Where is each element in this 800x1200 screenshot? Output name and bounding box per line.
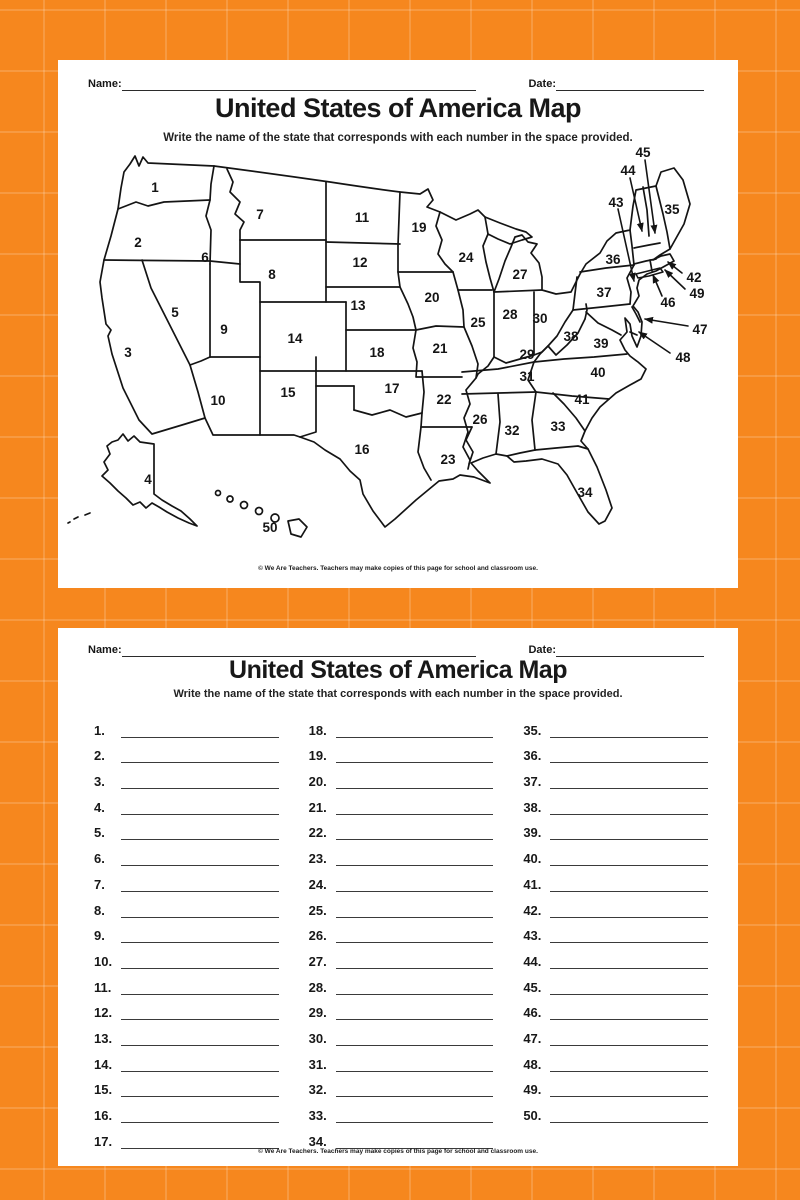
answer-number: 43. — [523, 928, 542, 944]
answer-blank-line — [121, 773, 279, 789]
answer-number: 45. — [523, 979, 542, 995]
map-number-label: 16 — [354, 442, 370, 457]
answer-number: 8. — [94, 902, 105, 918]
answer-blank-line — [550, 1004, 708, 1020]
answer-blank-line — [121, 1030, 279, 1046]
map-number-label: 50 — [262, 520, 278, 535]
answer-number: 19. — [308, 748, 327, 764]
map-number-label: 9 — [220, 322, 228, 337]
answer-row — [523, 1020, 708, 1046]
answer-blank-line — [550, 1056, 708, 1072]
map-number-label: 29 — [519, 347, 535, 362]
answer-number: 3. — [94, 774, 105, 790]
answer-blank-line — [121, 824, 279, 840]
answer-row — [309, 1097, 494, 1123]
map-number-label: 19 — [411, 220, 427, 235]
answer-number: 13. — [94, 1030, 113, 1046]
hawaii-islands — [216, 491, 308, 538]
answer-row — [309, 892, 494, 918]
answer-blank-line — [121, 1107, 279, 1123]
answer-number: 28. — [308, 979, 327, 995]
answer-blank-line — [550, 876, 708, 892]
answer-row — [309, 763, 494, 789]
answer-row — [523, 969, 708, 995]
answer-row — [94, 789, 279, 815]
map-callout-arrows — [618, 160, 688, 353]
answer-number: 41. — [523, 876, 542, 892]
map-number-label: 48 — [675, 350, 691, 365]
map-number-label: 31 — [519, 369, 535, 384]
answer-blank-line — [550, 1107, 708, 1123]
answer-column — [309, 712, 494, 1149]
us-map — [64, 142, 736, 582]
answer-row — [94, 815, 279, 841]
map-number-label: 23 — [440, 452, 456, 467]
answer-row — [94, 866, 279, 892]
answer-blank-line — [550, 902, 708, 918]
answer-row — [309, 918, 494, 944]
answer-blank-line — [121, 1081, 279, 1097]
answer-blank-line — [336, 979, 494, 995]
map-number-label: 13 — [350, 298, 366, 313]
map-number-label: 18 — [369, 345, 385, 360]
answer-blank-line — [336, 927, 494, 943]
answer-row — [94, 1020, 279, 1046]
answer-number: 9. — [94, 928, 105, 944]
answer-blank-line — [550, 1030, 708, 1046]
answer-column — [94, 712, 279, 1149]
map-number-label: 3 — [124, 345, 132, 360]
answer-row — [309, 995, 494, 1021]
answer-number: 18. — [308, 722, 327, 738]
map-number-label: 20 — [424, 290, 440, 305]
answer-number: 20. — [308, 774, 327, 790]
answer-blank-line — [336, 876, 494, 892]
answer-row — [94, 1072, 279, 1098]
answer-number: 40. — [523, 851, 542, 867]
map-number-label: 24 — [458, 250, 474, 265]
answer-row — [94, 943, 279, 969]
date-label: Date: — [528, 78, 556, 90]
answer-number: 25. — [308, 902, 327, 918]
answer-number: 26. — [308, 928, 327, 944]
answer-number: 4. — [94, 799, 105, 815]
map-number-label: 47 — [692, 322, 708, 337]
map-number-label: 34 — [577, 485, 593, 500]
map-number-label: 39 — [593, 336, 609, 351]
map-number-label: 44 — [620, 163, 636, 178]
answer-blank-line — [550, 927, 708, 943]
answer-blank-line — [550, 953, 708, 969]
answer-row — [94, 840, 279, 866]
answer-number: 12. — [94, 1005, 113, 1021]
map-number-label: 5 — [171, 305, 179, 320]
answer-row — [94, 1097, 279, 1123]
answer-row — [523, 738, 708, 764]
answer-number: 39. — [523, 825, 542, 841]
answer-number: 50. — [523, 1108, 542, 1123]
map-number-label: 2 — [134, 235, 142, 250]
map-number-label: 45 — [635, 145, 651, 160]
worksheet-page-answers — [58, 628, 738, 1166]
map-number-label: 11 — [354, 210, 370, 225]
answer-blank-line — [336, 799, 494, 815]
map-number-label: 42 — [686, 270, 702, 285]
answer-blank-line — [121, 850, 279, 866]
worksheet-instructions: Write the name of the state that corresponds with each number in the space provided. — [163, 132, 633, 144]
answer-blank-line — [336, 824, 494, 840]
answer-number: 29. — [308, 1005, 327, 1021]
map-number-label: 43 — [608, 195, 624, 210]
answer-blank-line — [121, 953, 279, 969]
answer-blank-line — [121, 747, 279, 763]
answer-row — [94, 738, 279, 764]
callout-arrow — [639, 332, 670, 353]
answer-row — [94, 995, 279, 1021]
answer-blank-line — [550, 1081, 708, 1097]
answer-number: 22. — [308, 825, 327, 841]
worksheet-instructions: Write the name of the state that corresponds with each number in the space provided. — [173, 688, 623, 700]
answer-number: 42. — [523, 902, 542, 918]
map-number-label: 25 — [470, 315, 486, 330]
worksheet-title: United States of America Map — [214, 93, 582, 123]
answer-row — [309, 1020, 494, 1046]
map-number-label: 30 — [532, 311, 548, 326]
answer-number: 21. — [308, 799, 327, 815]
answer-number: 10. — [94, 953, 113, 969]
answer-blank-line — [550, 722, 708, 738]
map-number-label: 46 — [660, 295, 676, 310]
map-number-label: 28 — [502, 307, 518, 322]
worksheet-page-map — [58, 60, 738, 588]
answer-row — [523, 815, 708, 841]
answer-number: 48. — [523, 1056, 542, 1072]
answer-number: 34. — [308, 1133, 327, 1149]
map-number-label: 38 — [563, 329, 579, 344]
answer-row — [309, 866, 494, 892]
answer-blank-line — [121, 876, 279, 892]
map-number-label: 22 — [436, 392, 452, 407]
map-number-label: 4 — [144, 472, 152, 487]
answer-row — [94, 892, 279, 918]
name-label: Name: — [88, 78, 122, 90]
answer-blank-line — [550, 850, 708, 866]
callout-arrow — [630, 178, 642, 231]
answer-row — [523, 763, 708, 789]
answer-row — [523, 789, 708, 815]
answer-blank-line — [121, 1056, 279, 1072]
answer-number: 35. — [523, 722, 542, 738]
answer-blank-line — [336, 1107, 494, 1123]
callout-arrow — [668, 262, 682, 273]
answer-row — [309, 712, 494, 738]
answer-list — [94, 712, 708, 1150]
answer-row — [523, 918, 708, 944]
answer-number: 46. — [523, 1005, 542, 1021]
map-number-label: 49 — [689, 286, 705, 301]
answer-blank-line — [336, 1030, 494, 1046]
copyright-footer: © We Are Teachers. Teachers may make copies of this page for school and classroom use. — [258, 565, 538, 572]
answer-row — [309, 969, 494, 995]
answer-blank-line — [121, 799, 279, 815]
answer-number: 14. — [94, 1056, 113, 1072]
answer-blank-line — [550, 799, 708, 815]
answer-blank-line — [336, 1133, 494, 1149]
name-blank-line — [122, 78, 477, 91]
answer-blank-line — [550, 747, 708, 763]
map-number-label: 37 — [596, 285, 612, 300]
answer-row — [309, 840, 494, 866]
answer-number: 31. — [308, 1056, 327, 1072]
callout-arrow — [653, 275, 662, 296]
answer-number: 2. — [94, 748, 105, 764]
answer-blank-line — [336, 773, 494, 789]
map-number-label: 8 — [268, 267, 276, 282]
map-number-label: 26 — [472, 412, 488, 427]
answer-row — [523, 995, 708, 1021]
map-number-label: 1 — [151, 180, 159, 195]
answer-number: 15. — [94, 1082, 113, 1098]
answer-blank-line — [121, 1004, 279, 1020]
answer-blank-line — [550, 824, 708, 840]
answer-number: 11. — [94, 979, 112, 995]
answer-number: 47. — [523, 1030, 542, 1046]
copyright-footer: © We Are Teachers. Teachers may make copies of this page for school and classroom use. — [258, 1148, 538, 1155]
answer-row — [94, 763, 279, 789]
answer-number: 5. — [94, 825, 105, 841]
answer-blank-line — [550, 979, 708, 995]
answer-number: 44. — [523, 953, 542, 969]
answer-blank-line — [336, 953, 494, 969]
answer-blank-line — [121, 927, 279, 943]
map-number-label: 7 — [256, 207, 264, 222]
answer-row — [309, 738, 494, 764]
answer-row — [309, 1072, 494, 1098]
map-number-label: 12 — [352, 255, 368, 270]
answer-number: 33. — [308, 1108, 327, 1123]
map-number-label: 32 — [504, 423, 520, 438]
answer-row — [94, 918, 279, 944]
answer-row — [94, 969, 279, 995]
map-number-label: 40 — [590, 365, 606, 380]
answer-row — [523, 892, 708, 918]
worksheet-title: United States of America Map — [229, 656, 567, 684]
answer-row — [523, 1097, 708, 1123]
answer-blank-line — [336, 722, 494, 738]
answer-row — [309, 815, 494, 841]
answer-row — [523, 1046, 708, 1072]
date-blank-line — [556, 78, 704, 91]
answer-blank-line — [336, 1081, 494, 1097]
answer-blank-line — [336, 850, 494, 866]
answer-row — [523, 840, 708, 866]
map-number-label: 14 — [287, 331, 303, 346]
map-number-label: 41 — [574, 392, 590, 407]
answer-number: 36. — [523, 748, 542, 764]
answer-row — [94, 712, 279, 738]
answer-blank-line — [121, 1133, 279, 1149]
answer-row — [94, 1046, 279, 1072]
name-label: Name: — [88, 644, 122, 656]
date-label: Date: — [528, 644, 556, 656]
answer-column — [523, 712, 708, 1149]
answer-number: 24. — [308, 876, 327, 892]
answer-number: 16. — [94, 1108, 113, 1123]
answer-number: 30. — [308, 1030, 327, 1046]
answer-row — [309, 1046, 494, 1072]
map-number-label: 27 — [512, 267, 528, 282]
answer-blank-line — [336, 747, 494, 763]
map-number-label: 35 — [664, 202, 680, 217]
map-number-label: 6 — [201, 250, 209, 265]
map-number-label: 17 — [384, 381, 400, 396]
answer-number: 49. — [523, 1082, 542, 1098]
answer-number: 7. — [94, 876, 105, 892]
callout-arrow — [645, 160, 655, 233]
answer-number: 1. — [94, 722, 105, 738]
answer-row — [523, 712, 708, 738]
answer-row — [94, 1123, 279, 1149]
map-number-label: 15 — [280, 385, 296, 400]
answer-number: 38. — [523, 799, 542, 815]
answer-blank-line — [121, 979, 279, 995]
answer-row — [523, 866, 708, 892]
answer-blank-line — [336, 1056, 494, 1072]
map-number-label: 10 — [210, 393, 226, 408]
answer-number: 32. — [308, 1082, 327, 1098]
answer-blank-line — [336, 1004, 494, 1020]
map-number-label: 21 — [432, 341, 448, 356]
answer-blank-line — [336, 902, 494, 918]
aleutian-islands — [68, 513, 90, 523]
answer-number: 27. — [308, 953, 327, 969]
answer-number: 6. — [94, 851, 105, 867]
answer-row — [309, 789, 494, 815]
answer-row — [523, 943, 708, 969]
answer-number: 17. — [94, 1133, 113, 1149]
answer-blank-line — [550, 773, 708, 789]
map-number-label: 33 — [550, 419, 566, 434]
map-number-label: 36 — [605, 252, 621, 267]
answer-row — [309, 1123, 494, 1149]
answer-row — [309, 943, 494, 969]
answer-number: 37. — [523, 774, 542, 790]
callout-arrow — [645, 319, 688, 326]
answer-number: 23. — [308, 851, 327, 867]
answer-blank-line — [121, 902, 279, 918]
answer-row — [523, 1072, 708, 1098]
answer-blank-line — [121, 722, 279, 738]
name-date-row — [88, 78, 704, 91]
